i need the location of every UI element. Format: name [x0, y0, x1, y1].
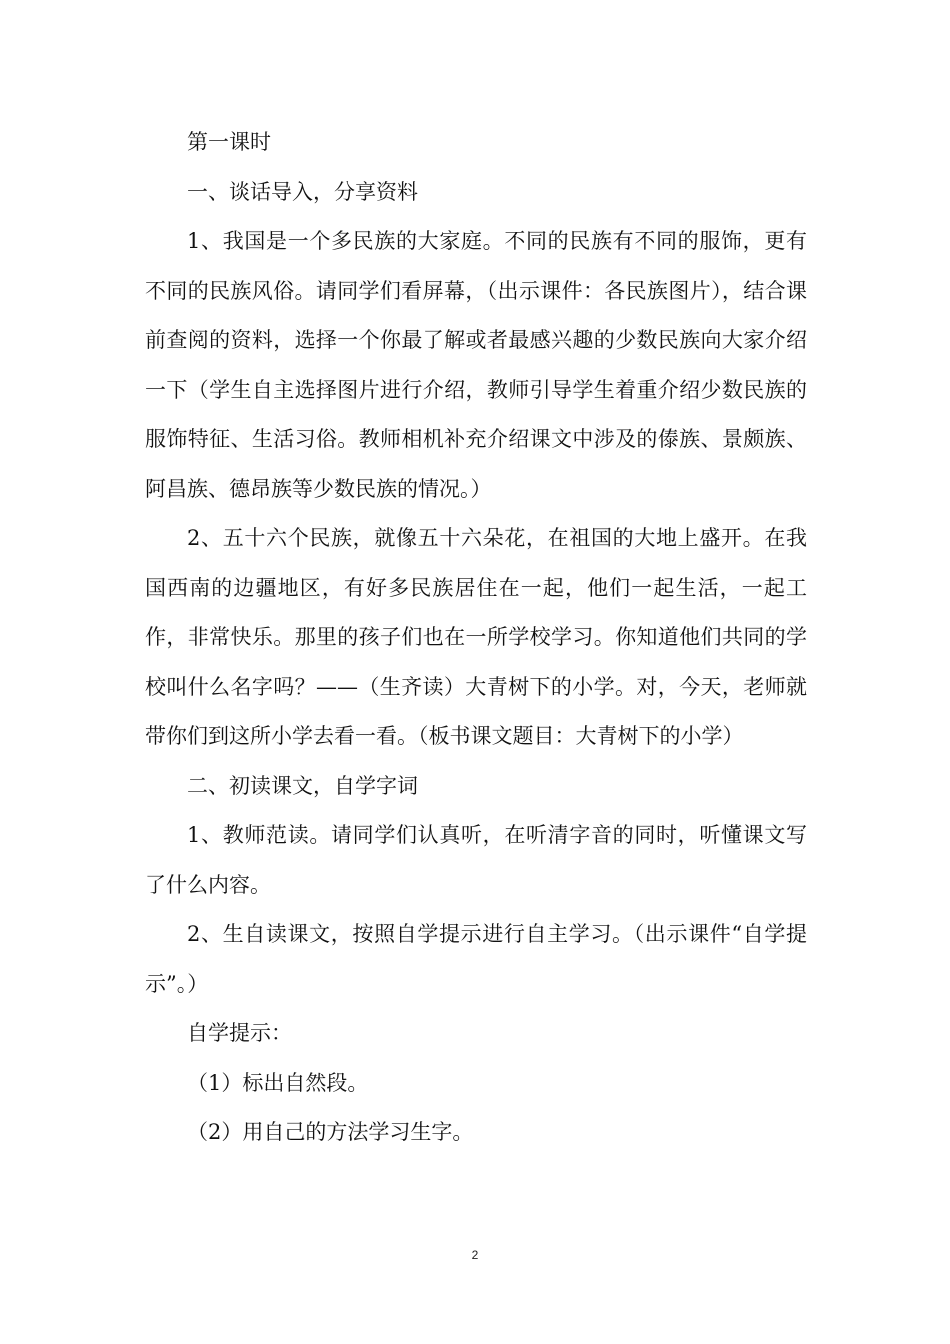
- paragraph: 1、教师范读。请同学们认真听，在听清字音的同时，听懂课文写了什么内容。: [145, 823, 807, 897]
- page-number: 2: [471, 1248, 479, 1262]
- paragraph: 1、我国是一个多民族的大家庭。不同的民族有不同的服饰，更有不同的民族风俗。请同学们看屏幕，（出示课件：各民族图片），结合课前查阅的资料，选择一个你最了解或者最感兴趣的少数民族向大家介绍一下（学生自主选择图片进行介绍，教师引导学生着重介绍少数民族的服饰特征、生活习俗。教师相机补充介绍课文中涉及的傣族、景颇族、阿昌族、德昂族等少数民族的情况。）: [145, 229, 807, 501]
- list-item: （1）标出自然段。: [187, 1070, 369, 1095]
- section-heading: 一、谈话导入，分享资料: [187, 179, 418, 204]
- subheading: 自学提示：: [187, 1021, 292, 1045]
- section-heading: 二、初读课文，自学字词: [187, 773, 418, 798]
- lesson-heading: 第一课时: [187, 130, 271, 154]
- paragraph: 2、五十六个民族，就像五十六朵花，在祖国的大地上盛开。在我国西南的边疆地区，有好多民族居住在一起，他们一起生活，一起工作，非常快乐。那里的孩子们也在一所学校学习。你知道他们共同的学校叫什么名字吗？——（生齐读）大青树下的小学。对，今天，老师就带你们到这所小学去看一看。（板书课文题目：大青树下的小学）: [145, 526, 807, 748]
- document-body: [145, 118, 807, 1158]
- list-item: （2）用自己的方法学习生字。: [187, 1120, 474, 1144]
- paragraph: 2、生自读课文，按照自学提示进行自主学习。（出示课件“自学提示”。）: [145, 922, 807, 996]
